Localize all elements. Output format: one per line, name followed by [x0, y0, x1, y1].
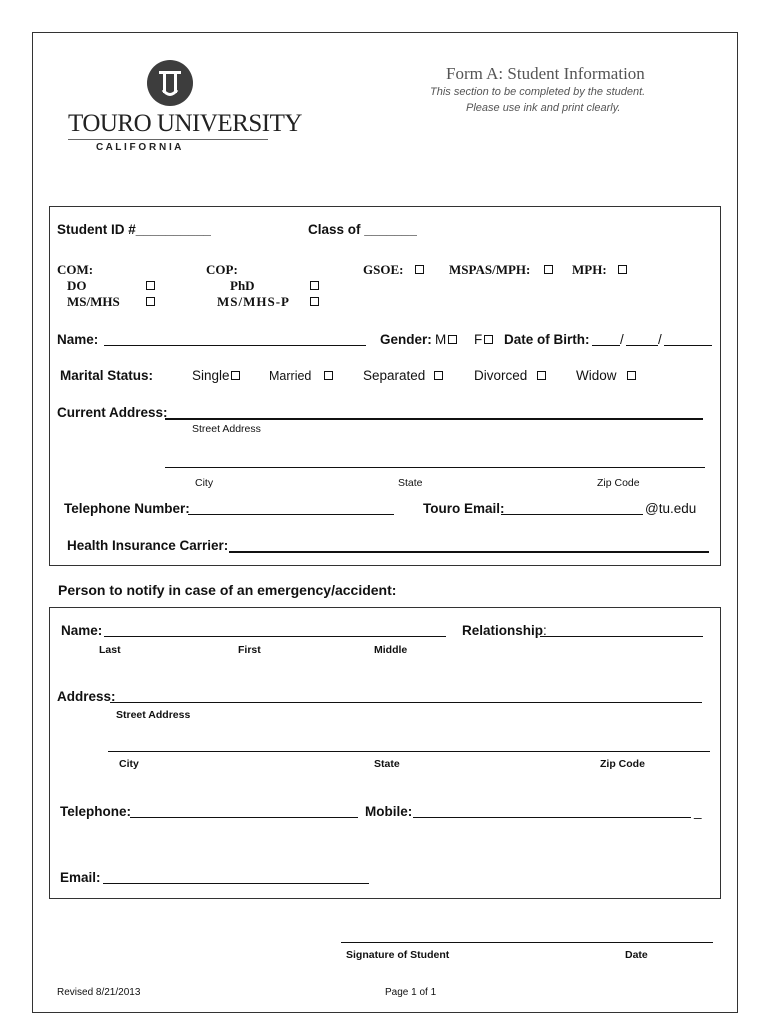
- do-label: DO: [67, 278, 87, 293]
- touro-logo-icon: [147, 60, 193, 106]
- dob-year-field[interactable]: [664, 345, 712, 346]
- current-address-label: Current Address:: [57, 405, 168, 420]
- telephone-label: Telephone Number:: [64, 501, 190, 516]
- signature-line[interactable]: [341, 942, 713, 943]
- male-checkbox[interactable]: [448, 335, 457, 344]
- separated-checkbox[interactable]: [434, 371, 443, 380]
- street-address-field[interactable]: [165, 418, 703, 420]
- page-number: Page 1 of 1: [385, 987, 437, 998]
- last-name-caption: Last: [99, 644, 121, 656]
- dob-separator-1: /: [620, 332, 624, 347]
- single-checkbox[interactable]: [231, 371, 240, 380]
- campus-name: C A L I F O R N I A: [96, 142, 182, 153]
- emergency-city-caption: City: [119, 758, 139, 770]
- female-checkbox[interactable]: [484, 335, 493, 344]
- widow-label: Widow: [576, 368, 617, 383]
- phd-label: PhD: [230, 278, 255, 293]
- state-caption: State: [398, 477, 423, 489]
- emergency-city-state-zip-field[interactable]: [108, 751, 710, 752]
- university-name: TOURO UNIVERSITY: [68, 110, 302, 137]
- first-name-caption: First: [238, 644, 261, 656]
- mspas-checkbox[interactable]: [544, 265, 553, 274]
- name-label: Name:: [57, 332, 99, 347]
- emergency-email-field[interactable]: [103, 883, 369, 884]
- touro-email-field[interactable]: [501, 514, 643, 515]
- emergency-address-label: Address:: [57, 689, 116, 704]
- emergency-telephone-field[interactable]: [130, 817, 358, 818]
- gsoe-checkbox[interactable]: [415, 265, 424, 274]
- logo-divider: [68, 139, 268, 140]
- mobile-field[interactable]: [413, 817, 691, 818]
- emergency-street-field[interactable]: [110, 702, 702, 703]
- revised-date: Revised 8/21/2013: [57, 987, 141, 998]
- zip-caption: Zip Code: [597, 477, 640, 489]
- msmhs-label: MS/MHS: [67, 294, 120, 309]
- city-caption: City: [195, 477, 214, 489]
- female-label: F: [474, 332, 483, 347]
- name-field[interactable]: [104, 345, 366, 346]
- phd-checkbox[interactable]: [310, 281, 319, 290]
- marital-status-label: Marital Status:: [60, 368, 154, 383]
- msmhs-checkbox[interactable]: [146, 297, 155, 306]
- emergency-state-caption: State: [374, 758, 400, 770]
- emergency-zip-caption: Zip Code: [600, 758, 645, 770]
- widow-checkbox[interactable]: [627, 371, 636, 380]
- emergency-email-label: Email:: [60, 870, 101, 885]
- mspas-label: MSPAS/MPH:: [449, 262, 531, 277]
- msmhsp-label: MS/MHS-P: [217, 294, 290, 309]
- divorced-label: Divorced: [474, 368, 528, 383]
- msmhsp-checkbox[interactable]: [310, 297, 319, 306]
- date-caption: Date: [625, 949, 648, 961]
- mobile-label: Mobile:: [365, 804, 413, 819]
- relationship-colon: :: [543, 623, 547, 638]
- instructions-line2: Please use ink and print clearly.: [466, 102, 621, 114]
- instructions-line1: This section to be completed by the student.: [430, 86, 646, 98]
- touro-email-label: Touro Email:: [423, 501, 505, 516]
- emergency-name-field[interactable]: [104, 636, 446, 637]
- form-title: Form A: Student Information: [446, 64, 645, 83]
- student-id-label[interactable]: Student ID #__________: [57, 222, 211, 237]
- relationship-label: Relationship: [462, 623, 544, 638]
- insurance-field[interactable]: [229, 551, 709, 553]
- relationship-field[interactable]: [540, 636, 703, 637]
- male-label: M: [435, 332, 447, 347]
- divorced-checkbox[interactable]: [537, 371, 546, 380]
- city-state-zip-field[interactable]: [165, 467, 705, 468]
- emergency-telephone-label: Telephone:: [60, 804, 132, 819]
- mph-label: MPH:: [572, 262, 607, 277]
- email-suffix: @tu.edu: [645, 501, 697, 516]
- insurance-label: Health Insurance Carrier:: [67, 538, 229, 553]
- dob-month-field[interactable]: [592, 345, 620, 346]
- separated-label: Separated: [363, 368, 426, 383]
- emergency-section-title: Person to notify in case of an emergency/accident:: [58, 582, 397, 598]
- married-checkbox[interactable]: [324, 371, 333, 380]
- mph-checkbox[interactable]: [618, 265, 627, 274]
- cop-label: COP:: [206, 262, 238, 277]
- emergency-name-label: Name:: [61, 623, 103, 638]
- telephone-field[interactable]: [188, 514, 394, 515]
- street-address-caption: Street Address: [192, 423, 261, 435]
- com-label: COM:: [57, 262, 94, 277]
- single-label: Single: [192, 368, 230, 383]
- dob-label: Date of Birth:: [504, 332, 590, 347]
- do-checkbox[interactable]: [146, 281, 155, 290]
- emergency-street-caption: Street Address: [116, 709, 191, 721]
- gender-label: Gender:: [380, 332, 432, 347]
- mobile-trailing: _: [694, 804, 702, 819]
- dob-day-field[interactable]: [626, 345, 658, 346]
- middle-name-caption: Middle: [374, 644, 408, 656]
- signature-caption: Signature of Student: [346, 949, 450, 961]
- class-of-label[interactable]: Class of _______: [308, 222, 417, 237]
- married-label: Married: [269, 369, 312, 383]
- dob-separator-2: /: [658, 332, 662, 347]
- gsoe-label: GSOE:: [363, 262, 404, 277]
